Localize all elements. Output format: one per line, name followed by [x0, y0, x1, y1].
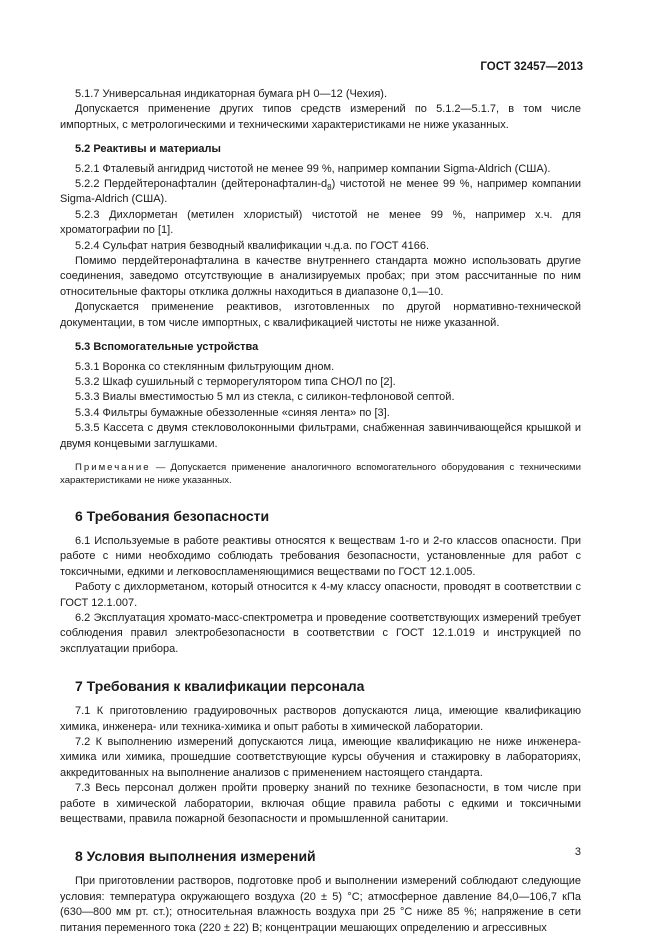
paragraph [60, 177, 581, 208]
page-body [60, 87, 581, 936]
page-number: 3 [574, 846, 581, 858]
section-heading-6: 6 Требования безопасности [75, 507, 270, 524]
note-text: — Допускается применение аналогичного вспомогательного оборудования с техническими характеристиками не ниже указанных. [60, 461, 581, 486]
section-heading-7: 7 Требования к квалификации персонала [75, 678, 365, 695]
paragraph: 5.3.2 Шкаф сушильный с терморегулятором типа СНОЛ по [2]. [75, 375, 396, 388]
paragraph: Допускается применение реактивов, изготовленных по другой нормативно-технической документации, в том числе импортных, с квалификацией чистоты не ниже указанной. [60, 301, 581, 329]
paragraph: 5.3.4 Фильтры бумажные обеззоленные «синяя лента» по [3]. [75, 406, 390, 419]
paragraph: 5.2.4 Сульфат натрия безводный квалификации ч.д.а. по ГОСТ 4166. [75, 239, 430, 252]
section-heading-5-2: 5.2 Реактивы и материалы [75, 143, 221, 156]
document-code: ГОСТ 32457—2013 [480, 61, 583, 73]
paragraph: Помимо пердейтеронафталина в качестве внутреннего стандарта можно использовать другие соединения, заведомо отсутствующие в анализируемых пробах; при этом рассчитанные по ним относительные факторы отклика должны находиться в диапазоне 0,1—10. [60, 255, 581, 298]
text-fragment: ) чистотой не менее 99 %, например компании Sigma-Aldrich (США). [60, 178, 582, 206]
paragraph: Допускается применение других типов средств измерений по 5.1.2—5.1.7, в том числе импортных, с метрологическими и техническими характеристиками не ниже указанных. [60, 103, 581, 131]
paragraph: 7.1 К приготовлению градуировочных растворов допускаются лица, имеющие квалификацию химика, инженера- или техника-химика и опыт работы в химической лаборатории. [60, 705, 581, 733]
paragraph: 5.3.3 Виалы вместимостью 5 мл из стекла, с силикон-тефлоновой септой. [75, 391, 455, 404]
paragraph: 6.2 Эксплуатация хромато-масс-спектрометра и проведение соответствующих измерений требует соблюдения правил электробезопасности в соответствии с ГОСТ 12.1.019 и инструкцией по эксплуатации прибора. [60, 611, 581, 655]
paragraph: 5.2.1 Фталевый ангидрид чистотой не менее 99 %, например компании Sigma-Aldrich (США). [75, 162, 551, 175]
paragraph: Работу с дихлорметаном, который относится к 4-му классу опасности, проводят в соответствии с ГОСТ 12.1.007. [60, 581, 581, 609]
paragraph: 6.1 Используемые в работе реактивы относятся к веществам 1-го и 2-го классов опасности. При работе с ними необходимо соблюдать требования безопасности, установленные для работ с токсичными, едкими и легковоспламеняющимися веществами по ГОСТ 12.1.005. [60, 534, 581, 578]
section-heading-8: 8 Условия выполнения измерений [75, 848, 316, 865]
paragraph: 5.1.7 Универсальная индикаторная бумага pH 0—12 (Чехия). [75, 88, 388, 100]
paragraph: 5.2.3 Дихлорметан (метилен хлористый) чистотой не менее 99 %, например х.ч. для хроматографии по [1]. [60, 208, 581, 237]
note-label: Примечание [75, 461, 151, 473]
paragraph: 7.3 Весь персонал должен пройти проверку знаний по технике безопасности, в том числе при работе в химической лаборатории, включая общие правила работы с едкими и токсичными веществами, правила пожарной безопасности и промышленной санитарии. [60, 782, 581, 826]
paragraph: 5.3.1 Воронка со стеклянным фильтрующим дном. [75, 360, 335, 373]
paragraph: При приготовлении растворов, подготовке проб и выполнении измерений соблюдают следующие условия: температура окружающего воздуха (20 ± 5) °С; атмосферное давление 84,0—106,7 кПа (630—800 мм рт. ст.); относительная влажность воздуха при 25 °С ниже 85 %; напряжение в сети питания переменного тока (220 ± 22) В; концентрации мешающих определению и агрессивных [60, 875, 581, 934]
text-fragment: 5.2.2 Пердейтеронафталин (дейтеронафталин-d [75, 178, 328, 191]
subscript: 8 [327, 183, 332, 193]
note [60, 461, 581, 487]
paragraph: 5.3.5 Кассета с двумя стекловолоконными фильтрами, снабженная завинчивающейся крышкой и двумя концевыми заглушками. [60, 422, 581, 450]
paragraph: 7.2 К выполнению измерений допускаются лица, имеющие квалификацию не ниже инженера-химика или химика, прошедшие соответствующие курсы обучения и стажировку в лабораториях, аккредитованных на выполнение анализов с применением настоящего стандарта. [60, 736, 581, 779]
section-heading-5-3: 5.3 Вспомогательные устройства [75, 341, 259, 354]
